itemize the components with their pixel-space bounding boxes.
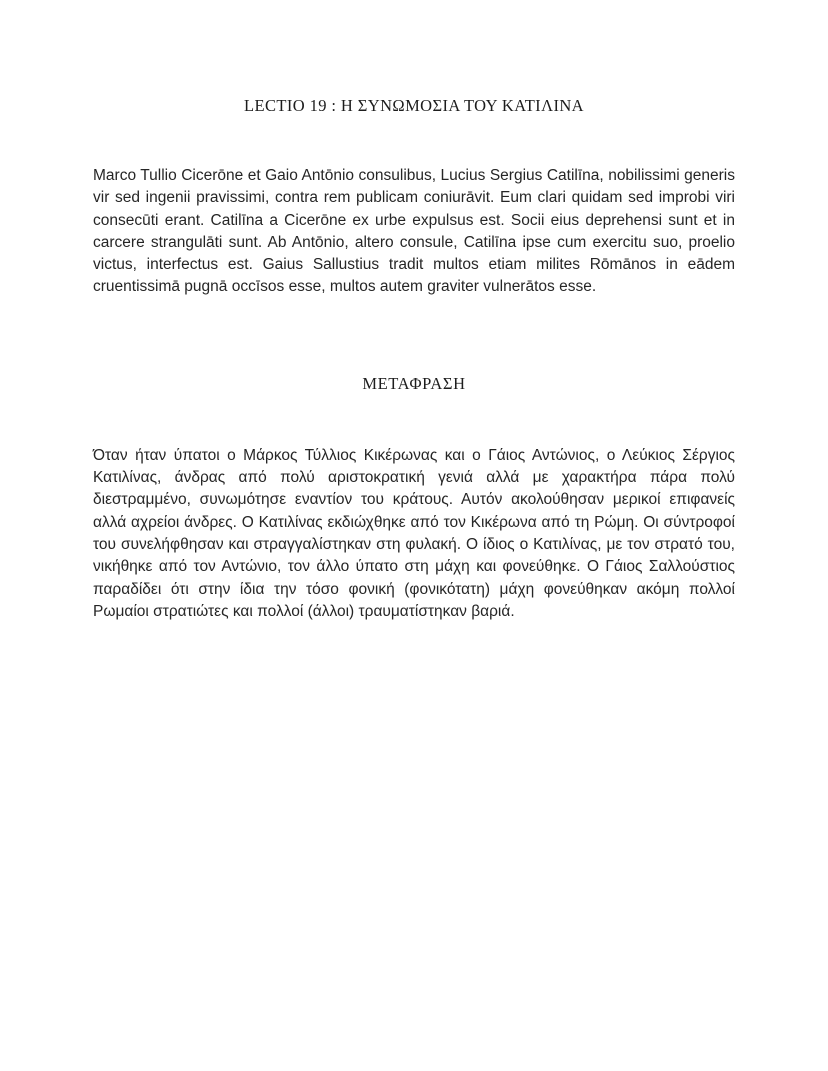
- latin-text-paragraph: Marco Tullio Cicerōne et Gaio Antōnio consulibus, Lucius Sergius Catilīna, nobilissimi generis vir sed ingenii pravissimi, contra rem publicam coniurāvit. Eum clari quidam sed improbi viri consecūti erant. Catilīna a Cicerōne ex urbe expulsus est. Socii eius deprehensi sunt et in carcere strangulāti sunt. Ab Antōnio, altero consule, Catilīna ipse cum exercitu suo, proelio victus, interfectus est. Gaius Sallustius tradit multos etiam milites Rōmānos in eādem cruentissimā pugnā occīsos esse, multos autem graviter vulnerātos esse.: [93, 167, 735, 296]
- lesson-title: LECTIO 19 : Η ΣΥΝΩΜΟΣΙΑ ΤΟΥ ΚΑΤΙΛΙΝΑ: [244, 96, 584, 115]
- greek-translation-paragraph: Όταν ήταν ύπατοι ο Μάρκος Τύλλιος Κικέρωνας και ο Γάιος Αντώνιος, ο Λεύκιος Σέργιος Κατιλίνας, άνδρας από πολύ αριστοκρατική γενιά αλλά με χαρακτήρα πάρα πολύ διεστραμμένο, συνωμότησε εναντίον του κράτους. Αυτόν ακολούθησαν μερικοί επιφανείς αλλά αχρείοι άνδρες. Ο Κατιλίνας εκδιώχθηκε από τον Κικέρωνα από τη Ρώμη. Οι σύντροφοί του συνελήφθησαν και στραγγαλίστηκαν στη φυλακή. Ο ίδιος ο Κατιλίνας, με τον στρατό του, νικήθηκε από τον Αντώνιο, τον άλλο ύπατο στη μάχη και φονεύθηκε. Ο Γάιος Σαλλούστιος παραδίδει ότι στην ίδια την τόσο φονική (φονικότατη) μάχη φονεύθηκαν ακόμη πολλοί Ρωμαίοι στρατιώτες και πολλοί (άλλοι) τραυματίστηκαν βαριά.: [93, 446, 735, 620]
- translation-heading: ΜΕΤΑΦΡΑΣΗ: [362, 373, 466, 393]
